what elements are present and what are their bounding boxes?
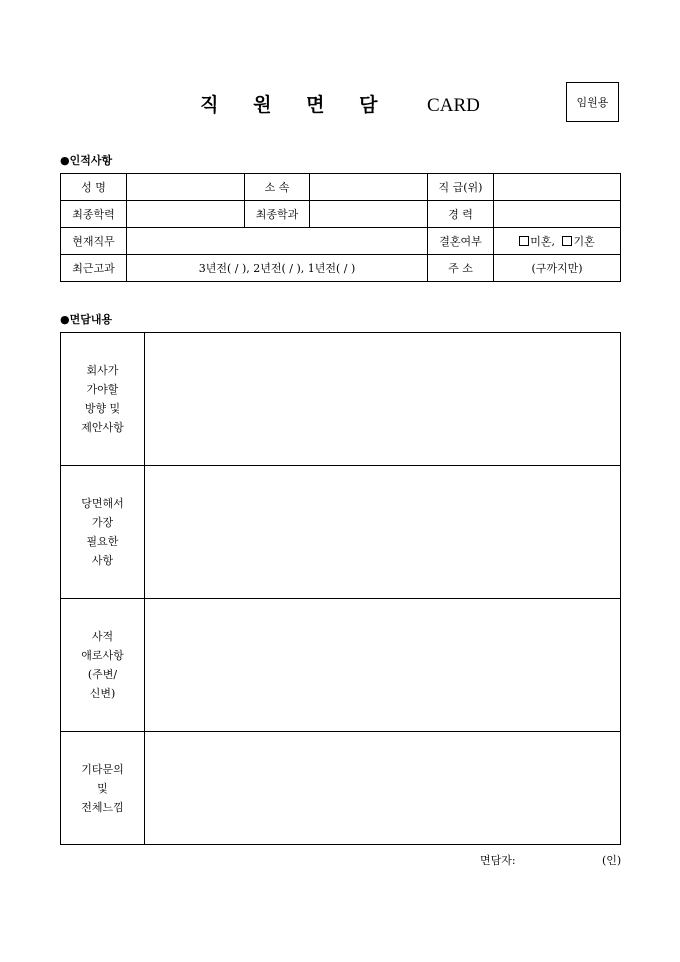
other-inquiries-field[interactable] xyxy=(145,732,621,845)
personal-difficulties-label: 사적 애로사항 (주변/ 신변) xyxy=(61,599,145,732)
interviewer-label: 면담자: xyxy=(480,854,516,867)
table-row xyxy=(61,255,621,282)
seal-label: (인) xyxy=(602,854,622,867)
immediate-needs-label: 당면해서 가장 필요한 사항 xyxy=(61,466,145,599)
dept-field[interactable] xyxy=(310,174,428,201)
address-label: 주 소 xyxy=(428,255,494,282)
education-label: 최종학력 xyxy=(61,201,127,228)
single-checkbox[interactable] xyxy=(519,236,529,246)
table-row xyxy=(61,599,621,732)
table-row xyxy=(61,228,621,255)
interview-content-table xyxy=(60,332,621,845)
title-english: CARD xyxy=(427,95,480,116)
career-field[interactable] xyxy=(494,201,621,228)
personal-info-heading: ●인적사항 xyxy=(60,154,113,167)
table-row xyxy=(61,732,621,845)
career-label: 경 력 xyxy=(428,201,494,228)
executive-use-box xyxy=(566,82,619,122)
marital-field xyxy=(494,228,621,255)
other-inquiries-label: 기타문의 및 전체느낌 xyxy=(61,732,145,845)
interview-content-heading: ●면담내용 xyxy=(60,313,113,326)
immediate-needs-field[interactable] xyxy=(145,466,621,599)
marital-label: 결혼여부 xyxy=(428,228,494,255)
executive-use-label: 임원용 xyxy=(576,96,609,109)
married-checkbox[interactable] xyxy=(562,236,572,246)
company-direction-label: 회사가 가야할 방향 및 제안사항 xyxy=(61,333,145,466)
recent-eval-field[interactable]: 3년전( / ), 2년전( / ), 1년전( / ) xyxy=(127,255,428,282)
address-field[interactable]: (구까지만) xyxy=(494,255,621,282)
married-option-label: 기혼 xyxy=(573,235,595,248)
dept-label: 소 속 xyxy=(245,174,310,201)
single-option-label: 미혼, xyxy=(530,235,555,248)
table-row xyxy=(61,201,621,228)
name-label: 성 명 xyxy=(61,174,127,201)
table-row xyxy=(61,466,621,599)
rank-label: 직 급(위) xyxy=(428,174,494,201)
table-row xyxy=(61,333,621,466)
company-direction-field[interactable] xyxy=(145,333,621,466)
table-row xyxy=(61,174,621,201)
recent-eval-label: 최근고과 xyxy=(61,255,127,282)
major-field[interactable] xyxy=(310,201,428,228)
education-field[interactable] xyxy=(127,201,245,228)
current-job-label: 현재직무 xyxy=(61,228,127,255)
personal-info-table xyxy=(60,173,621,282)
major-label: 최종학과 xyxy=(245,201,310,228)
name-field[interactable] xyxy=(127,174,245,201)
rank-field[interactable] xyxy=(494,174,621,201)
personal-difficulties-field[interactable] xyxy=(145,599,621,732)
title-korean: 직 원 면 담 xyxy=(200,94,392,116)
current-job-field[interactable] xyxy=(127,228,428,255)
